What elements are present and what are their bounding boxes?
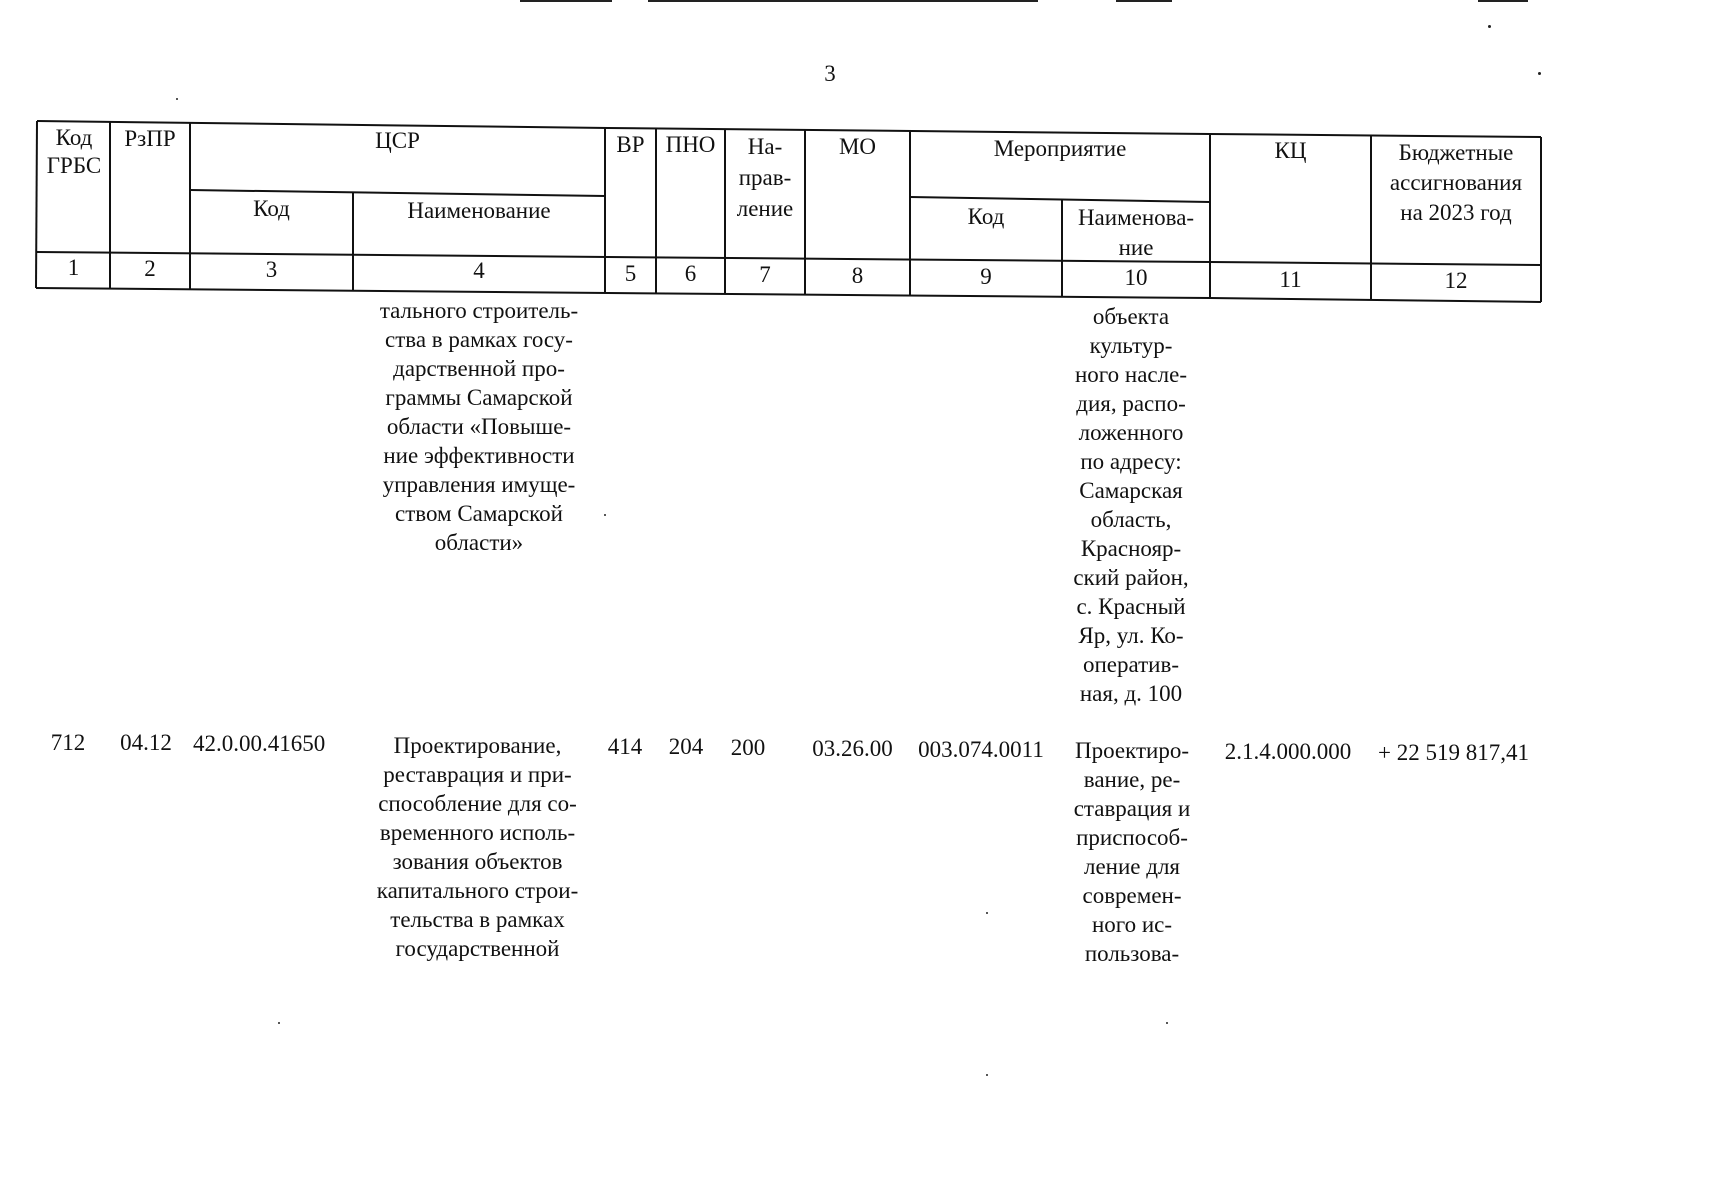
row-napravlenie: 200 [730, 735, 766, 760]
continuation-csr-name: тального строитель- ства в рамках госу- дарственной про- граммы Самарской области «Повыше- ние эффективности управления имуще- ством Самарской области» [379, 298, 579, 555]
column-number: 8 [851, 263, 864, 288]
row-mer-kod: 003.074.0011 [918, 737, 1044, 762]
column-number: 6 [684, 261, 697, 286]
header-kod-grbs: Код ГРБС [46, 125, 102, 178]
column-number: 7 [759, 262, 771, 287]
page-number: 3 [824, 61, 836, 86]
column-number: 5 [624, 261, 637, 286]
header-mer-kod: Код [967, 204, 1005, 229]
row-csr-name: Проектирование, реставрация и при- способление для со- временного исполь- зования объектов капитального строи- тельства в рамках государственной [376, 733, 579, 961]
column-number: 9 [980, 264, 992, 289]
row-kc: 2.1.4.000.000 [1224, 739, 1352, 764]
header-mer-name: Наименова- ние [1077, 205, 1195, 260]
column-number: 11 [1279, 267, 1302, 292]
header-napravlenie: На- прав- ление [736, 134, 794, 221]
header-mo: МО [838, 134, 877, 159]
header-vr: ВР [616, 132, 645, 157]
header-meropriyatie: Мероприятие [993, 136, 1127, 161]
row-pno: 204 [668, 734, 704, 759]
header-csr: ЦСР [375, 128, 420, 153]
row-csr-kod: 42.0.00.41650 [193, 731, 326, 756]
column-number: 12 [1444, 268, 1468, 293]
column-number: 2 [144, 256, 156, 281]
column-number: 4 [473, 258, 485, 283]
column-number: 10 [1124, 265, 1148, 290]
row-vr: 414 [607, 734, 643, 759]
row-mo: 03.26.00 [812, 736, 893, 761]
scan-speck [278, 1022, 280, 1024]
header-budget: Бюджетные ассигнования на 2023 год [1389, 140, 1523, 225]
row-kod-grbs: 712 [50, 730, 86, 755]
header-csr-name: Наименование [407, 198, 551, 223]
scan-speck [1166, 1022, 1168, 1024]
row-mer-name: Проектиро- вание, ре- ставрация и приспособ- ление для современ- ного ис- пользова- [1073, 738, 1191, 966]
header-pno: ПНО [665, 132, 716, 157]
row-budget: + 22 519 817,41 [1378, 740, 1529, 765]
header-rzpr: РзПР [124, 126, 176, 151]
header-kc: КЦ [1274, 138, 1307, 163]
scan-speck [986, 1074, 988, 1076]
column-number: 1 [67, 255, 80, 280]
continuation-mer-name: объекта культур- ного насле- дия, распо- ложенного по адресу: Самарская область, Краснояр- ский район, с. Красный Яр, ул. Ко- оператив- ная, д. 100 [1073, 304, 1189, 706]
header-csr-kod: Код [253, 196, 290, 221]
row-rzpr: 04.12 [120, 730, 172, 755]
column-number: 3 [265, 257, 278, 282]
table-header [0, 0, 1545, 310]
scan-speck [986, 912, 988, 914]
